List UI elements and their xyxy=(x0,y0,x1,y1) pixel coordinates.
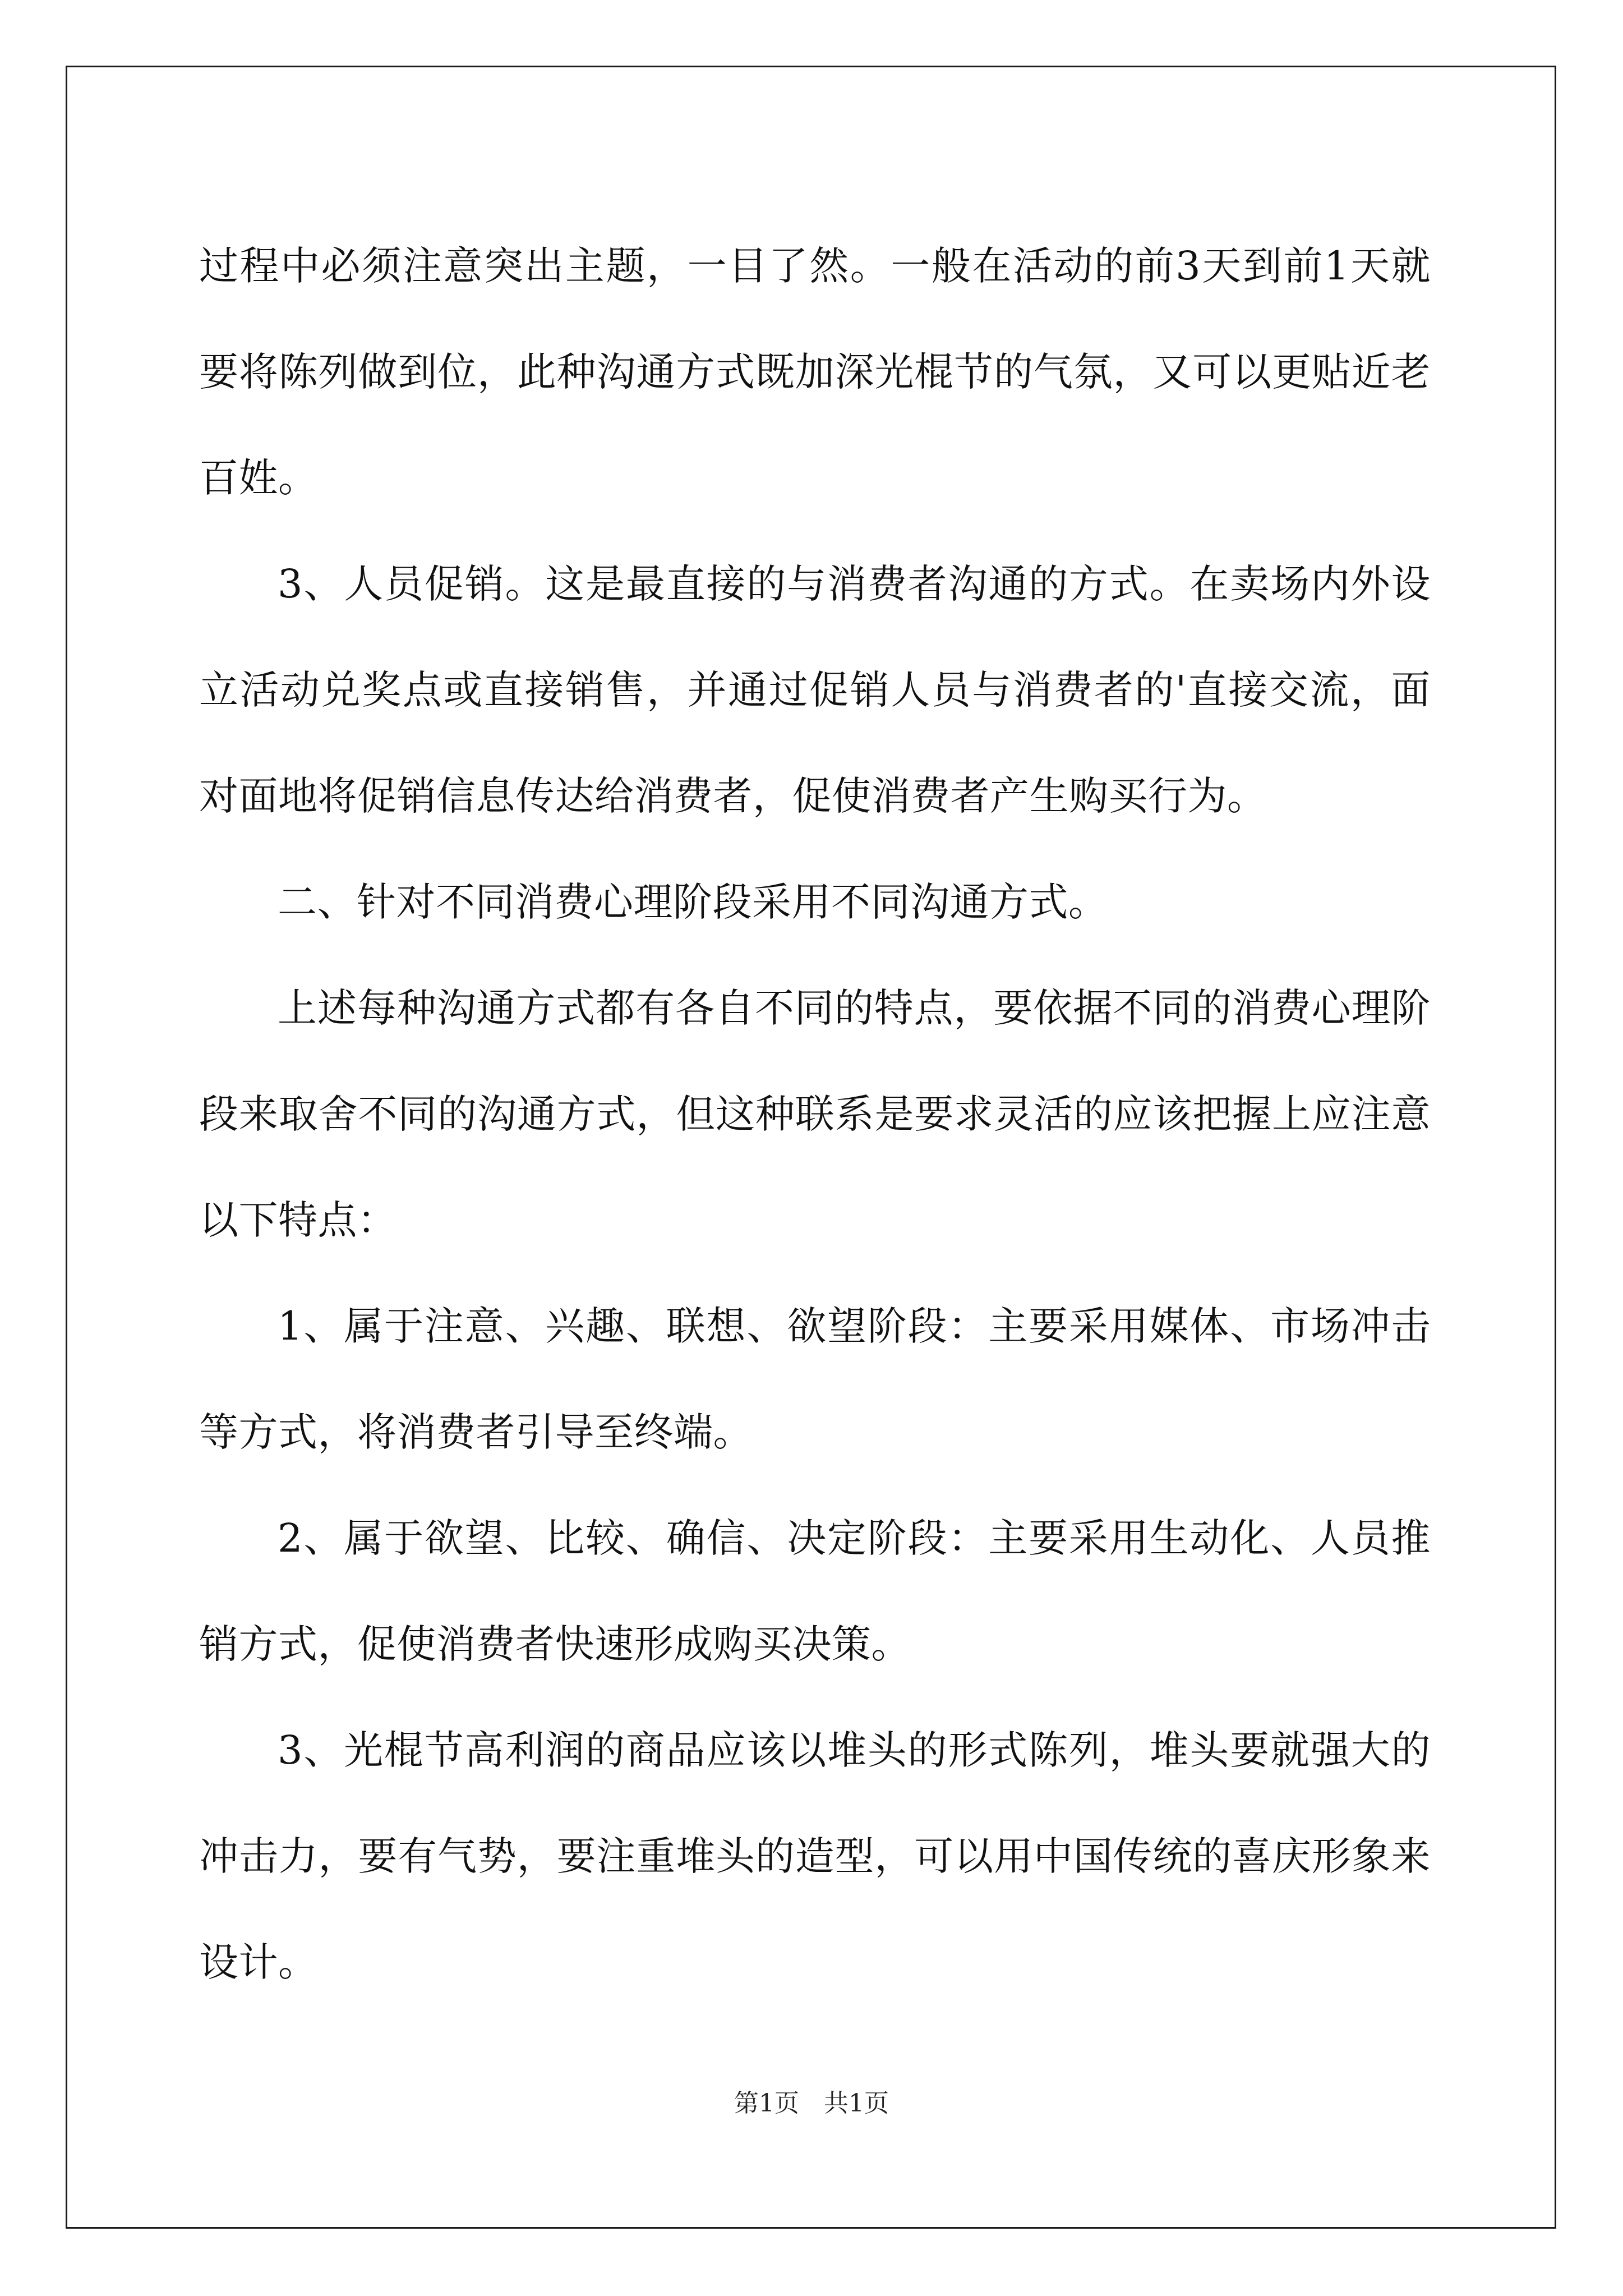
document-body xyxy=(199,213,1431,2016)
paragraph-1: 过程中必须注意突出主题，一目了然。一般在活动的前3天到前1天就要将陈列做到位，此种沟通方式既加深光棍节的气氛，又可以更贴近老百姓。 xyxy=(199,243,1431,501)
paragraph-3: 二、针对不同消费心理阶段采用不同沟通方式。 xyxy=(278,879,1108,925)
paragraph-7: 3、光棍节高利润的商品应该以堆头的形式陈列，堆头要就强大的冲击力，要有气势，要注重堆头的造型，可以用中国传统的喜庆形象来设计。 xyxy=(199,1727,1431,1985)
paragraph-4: 上述每种沟通方式都有各自不同的特点，要依据不同的消费心理阶段来取舍不同的沟通方式，但这种联系是要求灵活的应该把握上应注意以下特点： xyxy=(199,985,1431,1243)
paragraph-6: 2、属于欲望、比较、确信、决定阶段：主要采用生动化、人员推销方式，促使消费者快速形成购买决策。 xyxy=(199,1515,1431,1667)
paragraph-5: 1、属于注意、兴趣、联想、欲望阶段：主要采用媒体、市场冲击等方式，将消费者引导至终端。 xyxy=(199,1303,1431,1455)
page-number-footer: 第1页 共1页 xyxy=(734,2089,889,2118)
paragraph-2: 3、人员促销。这是最直接的与消费者沟通的方式。在卖场内外设立活动兑奖点或直接销售，并通过促销人员与消费者的'直接交流，面对面地将促销信息传达给消费者，促使消费者产生购买行为。 xyxy=(199,561,1431,819)
